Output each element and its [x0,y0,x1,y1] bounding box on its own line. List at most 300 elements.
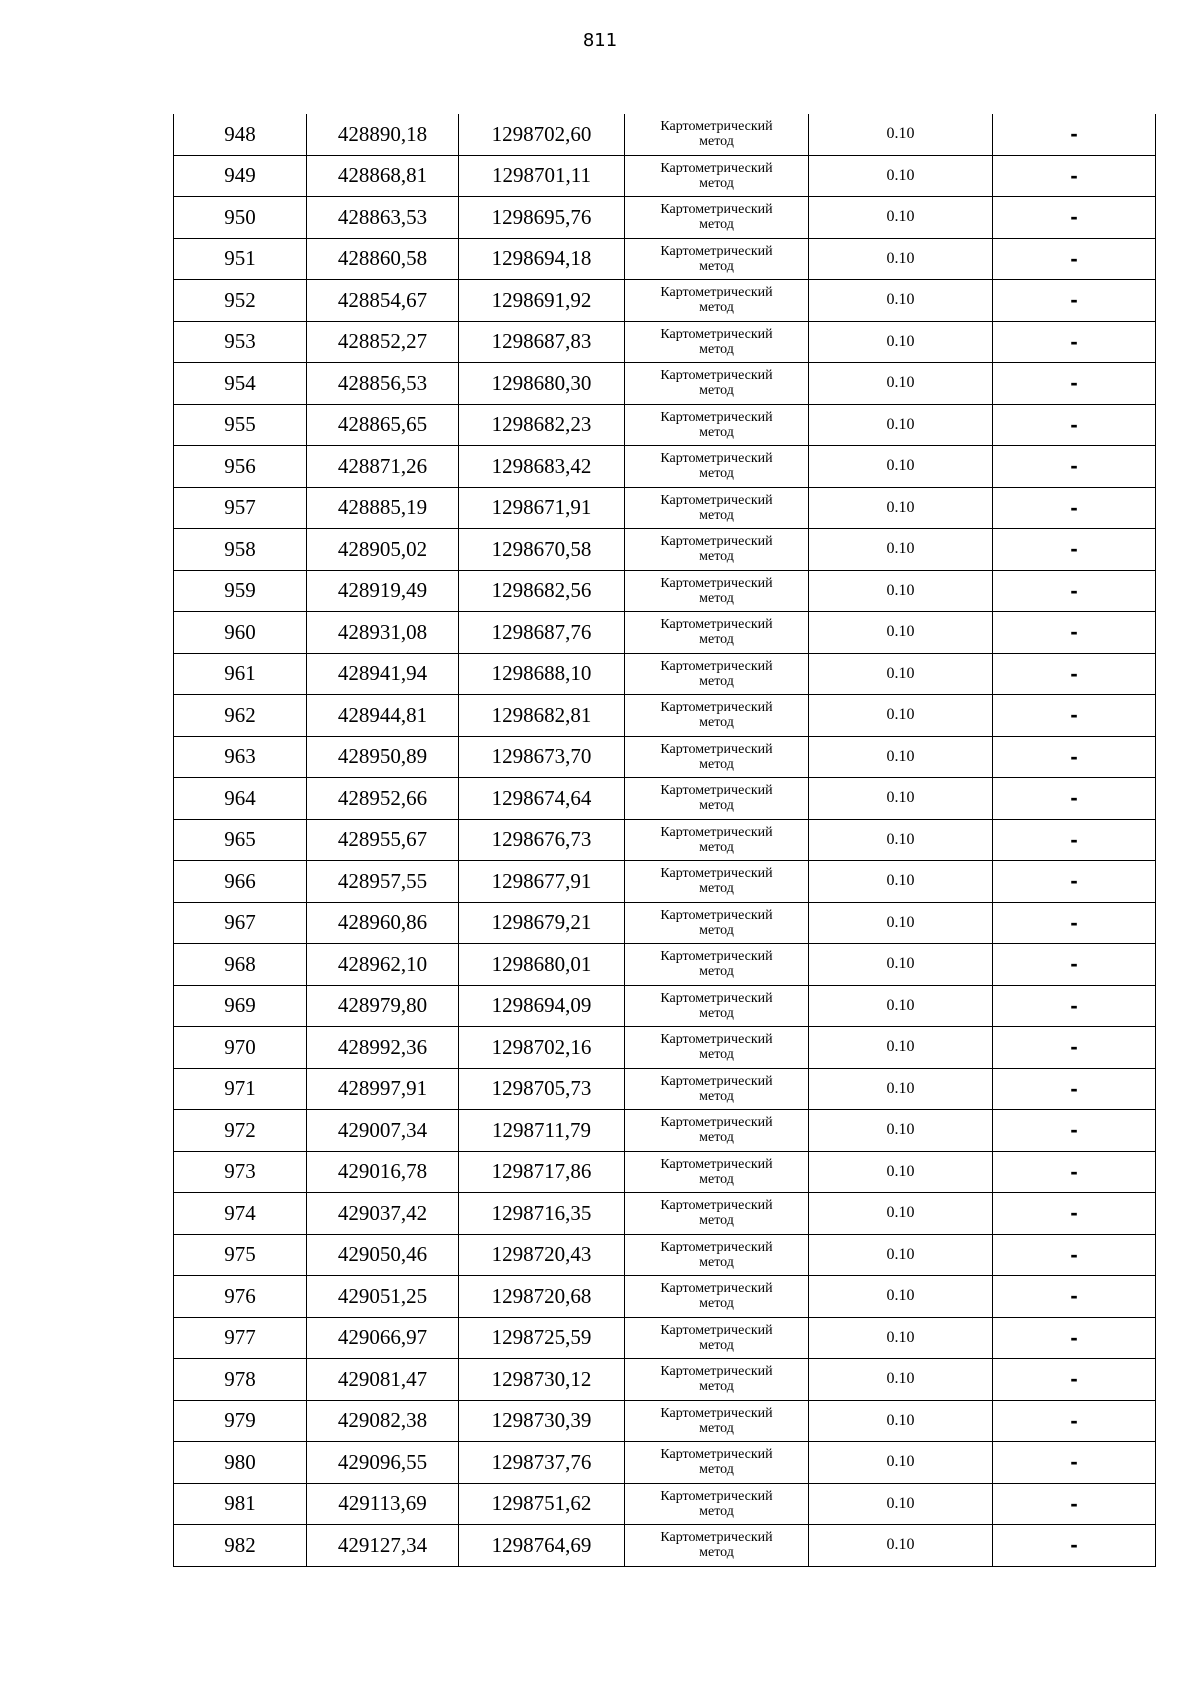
method-line-1: Картометрический [660,907,773,923]
note-cell: - [993,1442,1156,1484]
y-coordinate-cell: 1298737,76 [459,1442,625,1484]
table-row [174,736,1156,778]
y-coordinate-cell: 1298677,91 [459,861,625,903]
y-coordinate-cell: 1298676,73 [459,819,625,861]
accuracy-cell: 0.10 [809,1483,993,1525]
x-coordinate-cell: 428997,91 [307,1068,459,1110]
point-number-cell: 962 [174,695,307,737]
method-cell [625,1276,809,1318]
accuracy-cell: 0.10 [809,819,993,861]
method-cell [625,695,809,737]
x-coordinate-cell: 428856,53 [307,363,459,405]
method-cell [625,861,809,903]
method-line-2: метод [699,424,734,440]
x-coordinate-cell: 428890,18 [307,114,459,155]
y-coordinate-cell: 1298680,30 [459,363,625,405]
method-line-1: Картометрический [660,1281,773,1297]
method-line-2: метод [699,1296,734,1312]
page-number: 811 [582,30,618,51]
y-coordinate-cell: 1298717,86 [459,1151,625,1193]
note-cell: - [993,695,1156,737]
method-cell [625,446,809,488]
x-coordinate-cell: 428992,36 [307,1027,459,1069]
method-line-2: метод [699,590,734,606]
point-number-cell: 972 [174,1110,307,1152]
point-number-cell: 957 [174,487,307,529]
method-line-2: метод [699,922,734,938]
method-line-2: метод [699,1130,734,1146]
point-number-cell: 978 [174,1359,307,1401]
method-line-1: Картометрический [660,1364,773,1380]
point-number-cell: 971 [174,1068,307,1110]
method-line-1: Картометрический [660,1032,773,1048]
method-cell [625,1525,809,1567]
accuracy-cell: 0.10 [809,321,993,363]
table-row [174,487,1156,529]
method-line-1: Картометрический [660,949,773,965]
method-line-2: метод [699,341,734,357]
table-row [174,612,1156,654]
table-row [174,238,1156,280]
method-line-1: Картометрический [660,658,773,674]
x-coordinate-cell: 428960,86 [307,902,459,944]
y-coordinate-cell: 1298705,73 [459,1068,625,1110]
y-coordinate-cell: 1298711,79 [459,1110,625,1152]
method-line-1: Картометрический [660,1239,773,1255]
note-cell: - [993,155,1156,197]
table-row [174,778,1156,820]
note-cell: - [993,1027,1156,1069]
method-cell [625,653,809,695]
y-coordinate-cell: 1298751,62 [459,1483,625,1525]
y-coordinate-cell: 1298688,10 [459,653,625,695]
method-line-2: метод [699,715,734,731]
note-cell: - [993,487,1156,529]
method-line-1: Картометрический [660,575,773,591]
point-number-cell: 958 [174,529,307,571]
y-coordinate-cell: 1298680,01 [459,944,625,986]
method-cell [625,1027,809,1069]
method-line-1: Картометрический [660,741,773,757]
method-line-1: Картометрический [660,243,773,259]
method-cell [625,1151,809,1193]
note-cell: - [993,1317,1156,1359]
method-cell [625,1317,809,1359]
point-number-cell: 950 [174,197,307,239]
point-number-cell: 967 [174,902,307,944]
method-line-2: метод [699,1254,734,1270]
accuracy-cell: 0.10 [809,778,993,820]
accuracy-cell: 0.10 [809,1110,993,1152]
y-coordinate-cell: 1298701,11 [459,155,625,197]
x-coordinate-cell: 429096,55 [307,1442,459,1484]
y-coordinate-cell: 1298691,92 [459,280,625,322]
method-cell [625,1193,809,1235]
y-coordinate-cell: 1298674,64 [459,778,625,820]
table-row [174,653,1156,695]
method-line-1: Картометрический [660,326,773,342]
accuracy-cell: 0.10 [809,529,993,571]
x-coordinate-cell: 429037,42 [307,1193,459,1235]
table-row [174,819,1156,861]
method-line-1: Картометрический [660,451,773,467]
table-row [174,1442,1156,1484]
y-coordinate-cell: 1298673,70 [459,736,625,778]
method-line-1: Картометрический [660,1198,773,1214]
point-number-cell: 977 [174,1317,307,1359]
point-number-cell: 973 [174,1151,307,1193]
y-coordinate-cell: 1298695,76 [459,197,625,239]
y-coordinate-cell: 1298720,43 [459,1234,625,1276]
table-body [174,114,1156,1566]
note-cell: - [993,404,1156,446]
note-cell: - [993,238,1156,280]
accuracy-cell: 0.10 [809,1234,993,1276]
note-cell: - [993,1193,1156,1235]
accuracy-cell: 0.10 [809,114,993,155]
table-row [174,1525,1156,1567]
y-coordinate-cell: 1298682,23 [459,404,625,446]
x-coordinate-cell: 428931,08 [307,612,459,654]
point-number-cell: 966 [174,861,307,903]
method-cell [625,1234,809,1276]
table-row [174,695,1156,737]
method-cell [625,1442,809,1484]
x-coordinate-cell: 428944,81 [307,695,459,737]
method-line-2: метод [699,1005,734,1021]
accuracy-cell: 0.10 [809,1442,993,1484]
method-cell [625,778,809,820]
point-number-cell: 969 [174,985,307,1027]
x-coordinate-cell: 428854,67 [307,280,459,322]
accuracy-cell: 0.10 [809,1317,993,1359]
accuracy-cell: 0.10 [809,985,993,1027]
point-number-cell: 948 [174,114,307,155]
coordinates-table [173,114,1156,1567]
x-coordinate-cell: 429051,25 [307,1276,459,1318]
method-line-1: Картометрический [660,492,773,508]
method-line-1: Картометрический [660,824,773,840]
table-row [174,861,1156,903]
method-line-1: Картометрический [660,285,773,301]
point-number-cell: 954 [174,363,307,405]
note-cell: - [993,1110,1156,1152]
y-coordinate-cell: 1298730,39 [459,1400,625,1442]
x-coordinate-cell: 428979,80 [307,985,459,1027]
y-coordinate-cell: 1298682,56 [459,570,625,612]
table-row [174,1483,1156,1525]
table-row [174,1193,1156,1235]
method-cell [625,197,809,239]
accuracy-cell: 0.10 [809,1525,993,1567]
accuracy-cell: 0.10 [809,1359,993,1401]
point-number-cell: 959 [174,570,307,612]
table-row [174,1027,1156,1069]
point-number-cell: 951 [174,238,307,280]
x-coordinate-cell: 428885,19 [307,487,459,529]
note-cell: - [993,446,1156,488]
method-cell [625,902,809,944]
y-coordinate-cell: 1298670,58 [459,529,625,571]
note-cell: - [993,1068,1156,1110]
point-number-cell: 980 [174,1442,307,1484]
method-line-1: Картометрический [660,1405,773,1421]
table-row [174,1151,1156,1193]
point-number-cell: 981 [174,1483,307,1525]
note-cell: - [993,197,1156,239]
method-cell [625,1068,809,1110]
table-row [174,944,1156,986]
x-coordinate-cell: 429113,69 [307,1483,459,1525]
method-line-1: Картометрический [660,1488,773,1504]
note-cell: - [993,944,1156,986]
table-row [174,570,1156,612]
table-row [174,1400,1156,1442]
note-cell: - [993,1359,1156,1401]
note-cell: - [993,1525,1156,1567]
method-line-2: метод [699,507,734,523]
accuracy-cell: 0.10 [809,1276,993,1318]
method-line-2: метод [699,549,734,565]
method-cell [625,238,809,280]
method-cell [625,280,809,322]
method-line-2: метод [699,1462,734,1478]
table-row [174,446,1156,488]
method-line-2: метод [699,466,734,482]
accuracy-cell: 0.10 [809,1151,993,1193]
y-coordinate-cell: 1298687,83 [459,321,625,363]
accuracy-cell: 0.10 [809,197,993,239]
point-number-cell: 960 [174,612,307,654]
method-cell [625,570,809,612]
accuracy-cell: 0.10 [809,612,993,654]
method-cell [625,985,809,1027]
table-row [174,1068,1156,1110]
note-cell: - [993,612,1156,654]
table-row [174,529,1156,571]
method-cell [625,487,809,529]
method-line-2: метод [699,134,734,150]
point-number-cell: 965 [174,819,307,861]
method-line-2: метод [699,673,734,689]
method-cell [625,1110,809,1152]
note-cell: - [993,1400,1156,1442]
y-coordinate-cell: 1298671,91 [459,487,625,529]
method-line-2: метод [699,1379,734,1395]
table-row [174,1276,1156,1318]
point-number-cell: 952 [174,280,307,322]
point-number-cell: 976 [174,1276,307,1318]
note-cell: - [993,778,1156,820]
point-number-cell: 964 [174,778,307,820]
method-line-1: Картометрический [660,1073,773,1089]
accuracy-cell: 0.10 [809,1027,993,1069]
y-coordinate-cell: 1298720,68 [459,1276,625,1318]
table-row [174,1234,1156,1276]
accuracy-cell: 0.10 [809,902,993,944]
x-coordinate-cell: 429016,78 [307,1151,459,1193]
note-cell: - [993,114,1156,155]
method-line-2: метод [699,175,734,191]
note-cell: - [993,321,1156,363]
method-cell [625,612,809,654]
method-line-2: метод [699,1545,734,1561]
note-cell: - [993,861,1156,903]
y-coordinate-cell: 1298716,35 [459,1193,625,1235]
method-line-2: метод [699,839,734,855]
accuracy-cell: 0.10 [809,238,993,280]
note-cell: - [993,1483,1156,1525]
note-cell: - [993,1234,1156,1276]
point-number-cell: 963 [174,736,307,778]
point-number-cell: 949 [174,155,307,197]
method-line-1: Картометрический [660,866,773,882]
accuracy-cell: 0.10 [809,487,993,529]
method-line-2: метод [699,1420,734,1436]
method-line-1: Картометрический [660,1447,773,1463]
method-cell [625,321,809,363]
x-coordinate-cell: 428865,65 [307,404,459,446]
y-coordinate-cell: 1298702,16 [459,1027,625,1069]
x-coordinate-cell: 428860,58 [307,238,459,280]
method-line-2: метод [699,1337,734,1353]
y-coordinate-cell: 1298694,09 [459,985,625,1027]
accuracy-cell: 0.10 [809,653,993,695]
method-line-1: Картометрический [660,1156,773,1172]
x-coordinate-cell: 428941,94 [307,653,459,695]
x-coordinate-cell: 428863,53 [307,197,459,239]
method-cell [625,1483,809,1525]
method-line-2: метод [699,300,734,316]
accuracy-cell: 0.10 [809,861,993,903]
method-cell [625,819,809,861]
note-cell: - [993,736,1156,778]
point-number-cell: 955 [174,404,307,446]
method-line-2: метод [699,1171,734,1187]
x-coordinate-cell: 428955,67 [307,819,459,861]
note-cell: - [993,902,1156,944]
method-cell [625,114,809,155]
method-line-2: метод [699,217,734,233]
accuracy-cell: 0.10 [809,736,993,778]
method-line-1: Картометрический [660,160,773,176]
method-line-2: метод [699,1047,734,1063]
method-cell [625,404,809,446]
y-coordinate-cell: 1298682,81 [459,695,625,737]
point-number-cell: 970 [174,1027,307,1069]
x-coordinate-cell: 428905,02 [307,529,459,571]
y-coordinate-cell: 1298725,59 [459,1317,625,1359]
table-row [174,1110,1156,1152]
table-row [174,363,1156,405]
method-line-2: метод [699,632,734,648]
method-line-2: метод [699,798,734,814]
table-row [174,321,1156,363]
x-coordinate-cell: 428962,10 [307,944,459,986]
method-line-1: Картометрический [660,1530,773,1546]
method-line-2: метод [699,383,734,399]
point-number-cell: 956 [174,446,307,488]
method-cell [625,1359,809,1401]
method-line-1: Картометрический [660,617,773,633]
method-line-1: Картометрический [660,534,773,550]
note-cell: - [993,819,1156,861]
method-line-1: Картометрический [660,368,773,384]
note-cell: - [993,529,1156,571]
method-line-1: Картометрический [660,700,773,716]
accuracy-cell: 0.10 [809,155,993,197]
table-row [174,404,1156,446]
method-line-2: метод [699,1213,734,1229]
accuracy-cell: 0.10 [809,363,993,405]
note-cell: - [993,985,1156,1027]
accuracy-cell: 0.10 [809,1193,993,1235]
y-coordinate-cell: 1298730,12 [459,1359,625,1401]
point-number-cell: 961 [174,653,307,695]
table-row [174,114,1156,155]
method-cell [625,736,809,778]
y-coordinate-cell: 1298764,69 [459,1525,625,1567]
point-number-cell: 975 [174,1234,307,1276]
y-coordinate-cell: 1298683,42 [459,446,625,488]
accuracy-cell: 0.10 [809,695,993,737]
accuracy-cell: 0.10 [809,570,993,612]
method-line-1: Картометрический [660,409,773,425]
table-row [174,985,1156,1027]
x-coordinate-cell: 428919,49 [307,570,459,612]
x-coordinate-cell: 428871,26 [307,446,459,488]
method-line-1: Картометрический [660,783,773,799]
x-coordinate-cell: 428852,27 [307,321,459,363]
x-coordinate-cell: 429050,46 [307,1234,459,1276]
x-coordinate-cell: 429127,34 [307,1525,459,1567]
method-line-2: метод [699,1088,734,1104]
accuracy-cell: 0.10 [809,280,993,322]
note-cell: - [993,363,1156,405]
accuracy-cell: 0.10 [809,944,993,986]
note-cell: - [993,280,1156,322]
note-cell: - [993,1276,1156,1318]
point-number-cell: 979 [174,1400,307,1442]
method-line-1: Картометрический [660,1115,773,1131]
method-line-2: метод [699,1503,734,1519]
point-number-cell: 982 [174,1525,307,1567]
y-coordinate-cell: 1298687,76 [459,612,625,654]
method-line-1: Картометрический [660,1322,773,1338]
y-coordinate-cell: 1298679,21 [459,902,625,944]
method-cell [625,944,809,986]
point-number-cell: 953 [174,321,307,363]
method-line-2: метод [699,258,734,274]
table-row [174,1359,1156,1401]
method-line-2: метод [699,756,734,772]
method-cell [625,155,809,197]
method-cell [625,529,809,571]
x-coordinate-cell: 429066,97 [307,1317,459,1359]
method-line-1: Картометрический [660,119,773,135]
y-coordinate-cell: 1298694,18 [459,238,625,280]
point-number-cell: 974 [174,1193,307,1235]
table-row [174,197,1156,239]
method-line-2: метод [699,881,734,897]
point-number-cell: 968 [174,944,307,986]
table-row [174,902,1156,944]
table-row [174,280,1156,322]
x-coordinate-cell: 429007,34 [307,1110,459,1152]
x-coordinate-cell: 429081,47 [307,1359,459,1401]
method-cell [625,363,809,405]
table-row [174,1317,1156,1359]
